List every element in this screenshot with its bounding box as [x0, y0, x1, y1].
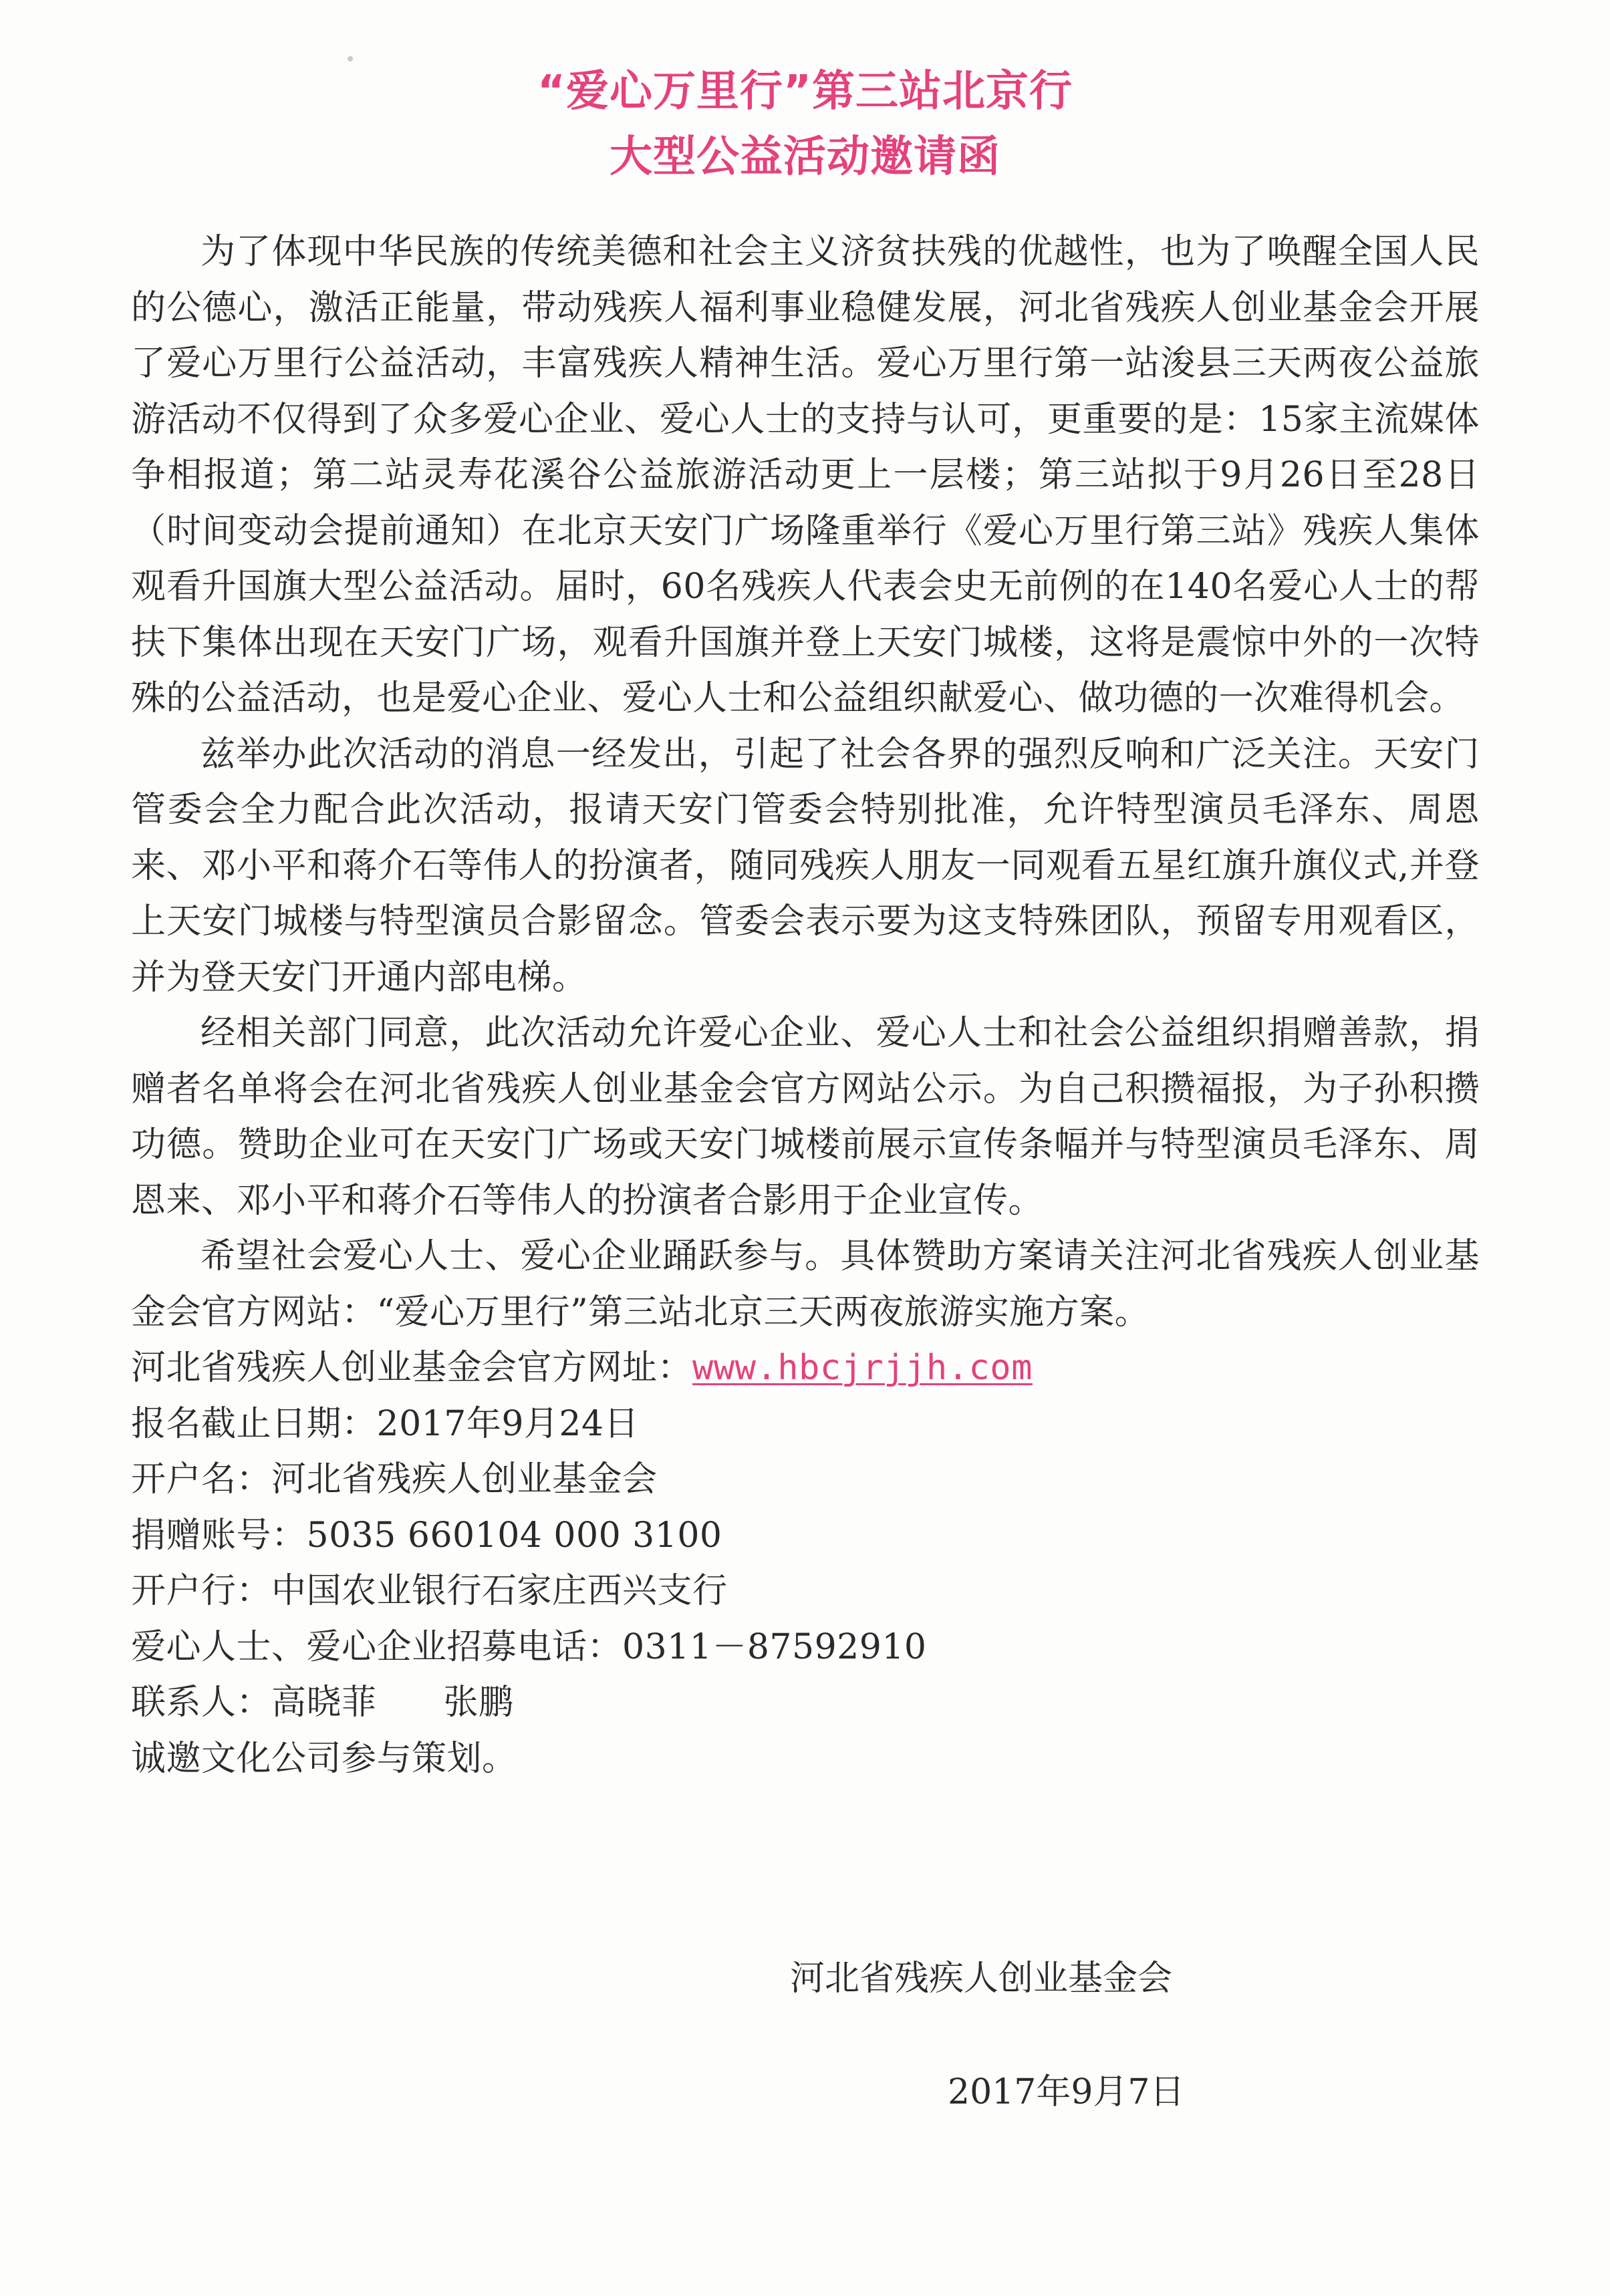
bank-line: 开户行：中国农业银行石家庄西兴支行 — [131, 1571, 728, 1611]
letter-body — [131, 225, 1480, 1787]
contact-label: 联系人：高晓菲 — [131, 1683, 377, 1723]
signature-date: 2017年9月7日 — [948, 2072, 1185, 2112]
paragraph-call-to-action: 希望社会爱心人士、爱心企业踊跃参与。具体赞助方案请关注河北省残疾人创业基金会官方网站：“爱心万里行”第三站北京三天两夜旅游实施方案。 — [131, 1236, 1480, 1332]
paragraph-response: 兹举办此次活动的消息一经发出，引起了社会各界的强烈反响和广泛关注。天安门管委会全力配合此次活动，报请天安门管委会特别批准，允许特型演员毛泽东、周恩来、邓小平和蒋介石等伟人的扮演者，随同残疾人朋友一同观看五星红旗升旗仪式,并登上天安门城楼与特型演员合影留念。管委会表示要为这支特殊团队，预留专用观看区，并为登天安门开通内部电梯。 — [131, 734, 1480, 998]
website-link[interactable]: www.hbcjrjjh.com — [692, 1348, 1033, 1388]
website-line — [131, 1340, 1480, 1397]
title-line-2: 大型公益活动邀请函 — [610, 132, 1000, 182]
phone-line: 爱心人士、爱心企业招募电话：0311－87592910 — [131, 1626, 927, 1667]
website-label: 河北省残疾人创业基金会官方网址： — [131, 1348, 693, 1388]
account-number-line: 捐赠账号：5035 660104 000 3100 — [131, 1515, 722, 1556]
contact-line — [131, 1675, 1480, 1731]
paragraph-donation: 经相关部门同意，此次活动允许爱心企业、爱心人士和社会公益组织捐赠善款，捐赠者名单将会在河北省残疾人创业基金会官方网站公示。为自己积攒福报，为子孙积攒功德。赞助企业可在天安门广场或天安门城楼前展示宣传条幅并与特型演员毛泽东、周恩来、邓小平和蒋介石等伟人的扮演者合影用于企业宣传。 — [131, 1013, 1480, 1221]
contact-second: 张鹏 — [443, 1683, 514, 1723]
signature-org: 河北省残疾人创业基金会 — [790, 1959, 1173, 1999]
invitation-line: 诚邀文化公司参与策划。 — [131, 1738, 517, 1779]
account-name-line: 开户名：河北省残疾人创业基金会 — [131, 1459, 658, 1499]
title-block — [0, 59, 1610, 190]
deadline-line: 报名截止日期：2017年9月24日 — [131, 1403, 640, 1444]
paragraph-intro: 为了体现中华民族的传统美德和社会主义济贫扶残的优越性，也为了唤醒全国人民的公德心，激活正能量，带动残疾人福利事业稳健发展，河北省残疾人创业基金会开展了爱心万里行公益活动，丰富残疾人精神生活。爱心万里行第一站浚县三天两夜公益旅游活动不仅得到了众多爱心企业、爱心人士的支持与认可，更重要的是：15家主流媒体争相报道；第二站灵寿花溪谷公益旅游活动更上一层楼；第三站拟于9月26日至28日（时间变动会提前通知）在北京天安门广场隆重举行《爱心万里行第三站》残疾人集体观看升国旗大型公益活动。届时，60名残疾人代表会史无前例的在140名爱心人士的帮扶下集体出现在天安门广场，观看升国旗并登上天安门城楼，这将是震惊中外的一次特殊的公益活动，也是爱心企业、爱心人士和公益组织献爱心、做功德的一次难得机会。 — [131, 232, 1480, 718]
title-line-1: “爱心万里行”第三站北京行 — [537, 67, 1073, 116]
